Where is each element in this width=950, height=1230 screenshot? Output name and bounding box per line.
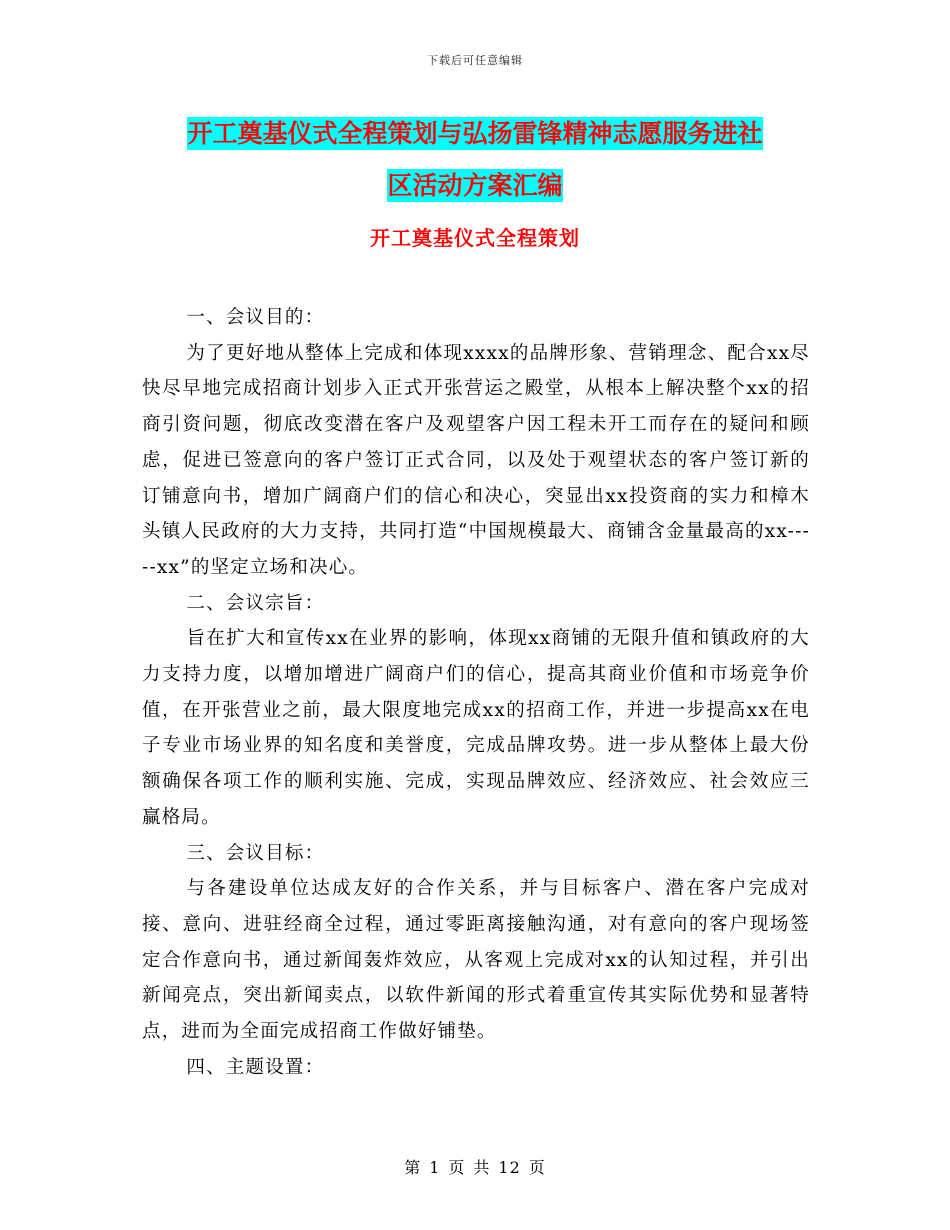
paragraph-purpose: 为了更好地从整体上完成和体现xxxx的品牌形象、营销理念、配合xx尽快尽早地完成招商计划步入正式开张营运之殿堂，从根本上解决整个xx的招商引资问题，彻底改变潜在客户及观望客户因工程未开工而存在的疑问和顾虑，促进已签意向的客户签订正式合同，以及处于观望状态的客户签订新的订铺意向书，增加广阔商户们的信心和决心，突显出xx投资商的实力和樟木头镇人民政府的大力支持，共同打造“中国规模最大、商铺含金量最高的xx-----xx”的坚定立场和决心。 xyxy=(142,342,810,578)
document-body xyxy=(142,300,810,1085)
paragraph-tenet: 旨在扩大和宣传xx在业界的影响，体现xx商铺的无限升值和镇政府的大力支持力度，以增加增进广阔商户们的信心，提高其商业价值和市场竞争价值，在开张营业之前，最大限度地完成xx的招商工作，并进一步提高xx在电子专业市场业界的知名度和美誉度，完成品牌攻势。进一步从整体上最大份额确保各项工作的顺利实施、完成，实现品牌效应、经济效应、社会效应三赢格局。 xyxy=(142,628,810,828)
document-title-line1: 开工奠基仪式全程策划与弘扬雷锋精神志愿服务进社 xyxy=(187,119,763,148)
section-title: 开工奠基仪式全程策划 xyxy=(370,226,580,250)
paragraph-heading-purpose: 一、会议目的： xyxy=(186,307,325,328)
header-note: 下载后可任意编辑 xyxy=(427,54,523,67)
paragraph-heading-tenet: 二、会议宗旨： xyxy=(186,592,325,614)
footer-total-unit: 页 xyxy=(528,1158,546,1177)
footer-page-number: 1 xyxy=(429,1158,441,1177)
document-title-line2: 区活动方案汇编 xyxy=(387,171,563,200)
footer-total-pages: 12 xyxy=(498,1158,521,1177)
footer-total-prefix: 共 xyxy=(473,1158,491,1177)
footer-prefix: 第 xyxy=(404,1158,422,1177)
footer-page-unit: 页 xyxy=(448,1158,466,1177)
page-footer xyxy=(0,1155,950,1178)
document-title xyxy=(0,108,950,212)
paragraph-goal: 与各建设单位达成友好的合作关系，并与目标客户、潜在客户完成对接、意向、进驻经商全过程，通过零距离接触沟通，对有意向的客户现场签定合作意向书，通过新闻轰炸效应，从客观上完成对xx的认知过程，并引出新闻亮点，突出新闻卖点，以软件新闻的形式着重宣传其实际优势和显著特点，进而为全面完成招商工作做好铺垫。 xyxy=(142,878,810,1043)
paragraph-heading-theme: 四、主题设置： xyxy=(186,1056,325,1078)
paragraph-heading-goal: 三、会议目标： xyxy=(186,842,325,864)
